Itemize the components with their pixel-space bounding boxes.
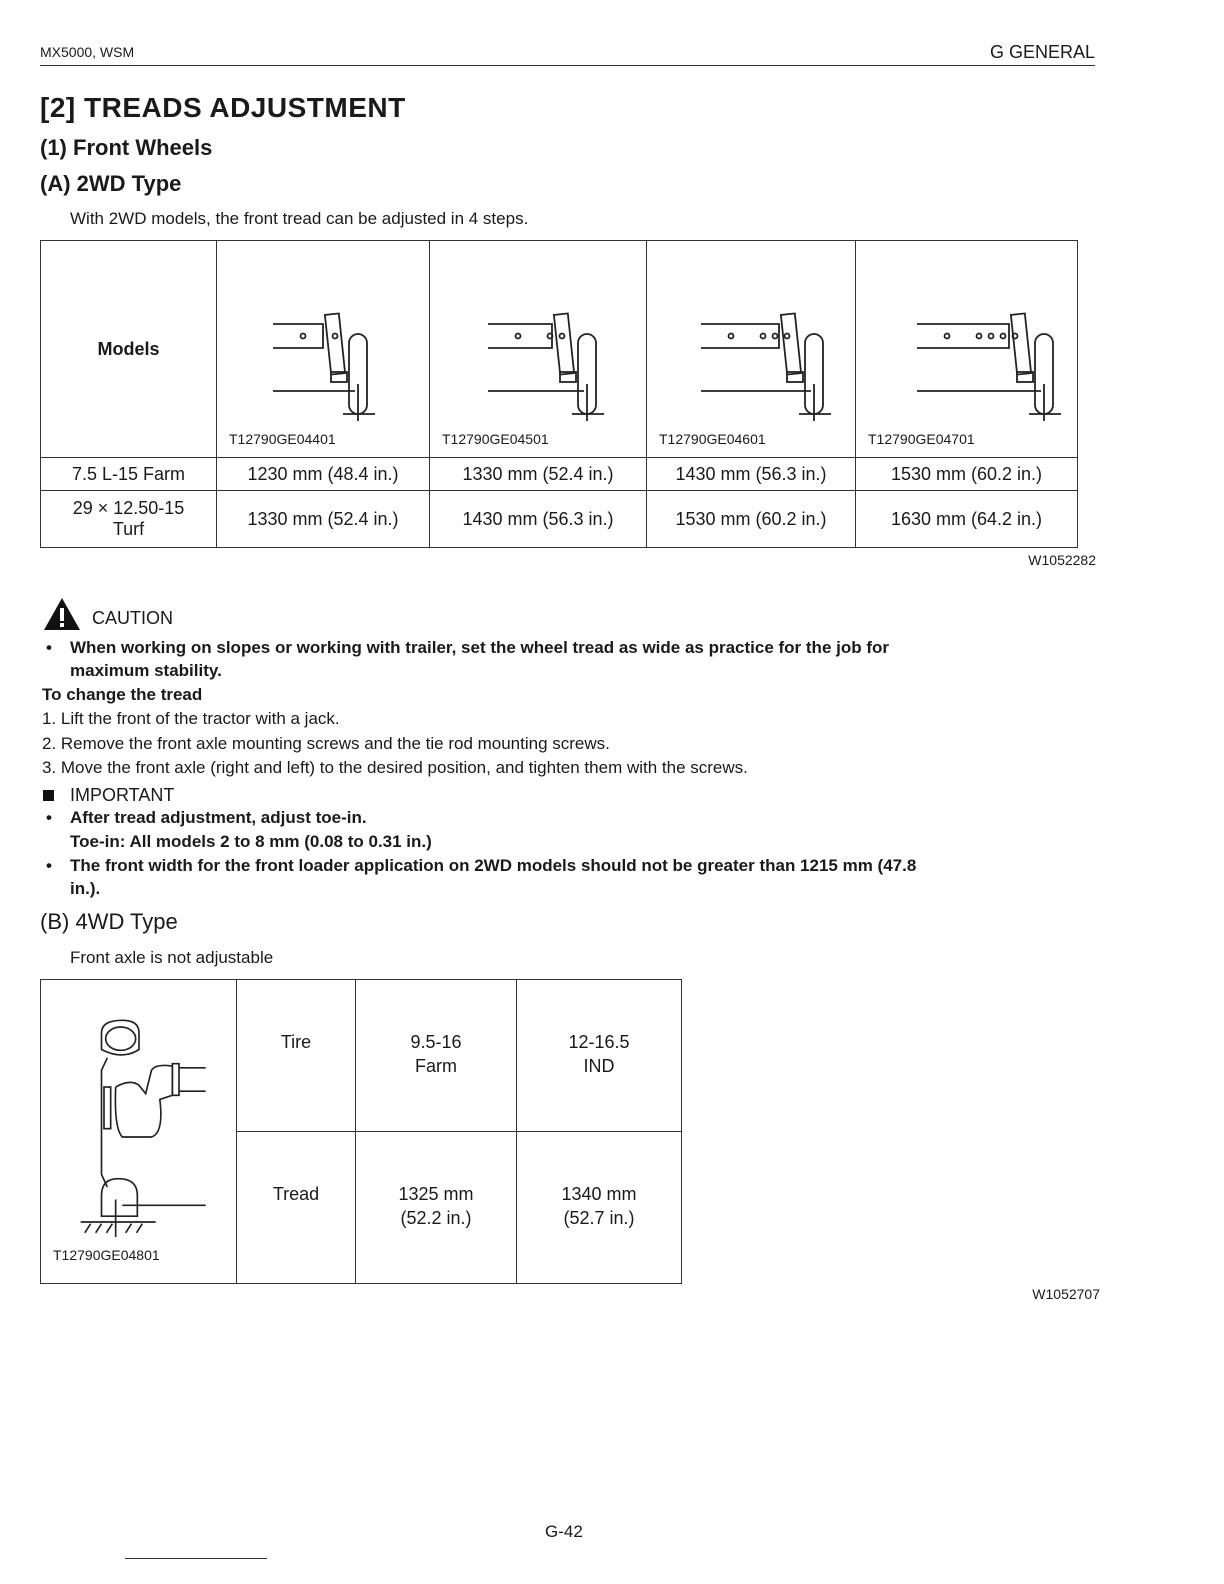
2wd-wheel-diagram [223, 286, 423, 426]
figure-cell [41, 980, 237, 1284]
tread-label: Tread [237, 1132, 356, 1284]
tread-value: 1530 mm (60.2 in.) [856, 458, 1078, 491]
tread-value: 1330 mm (52.4 in.) [430, 458, 647, 491]
warning-triangle-icon [42, 596, 82, 632]
heading-4wd: (B) 4WD Type [40, 909, 178, 934]
important-text: • After tread adjustment, adjust toe-in. [70, 808, 367, 828]
tread-cell [517, 1132, 682, 1284]
page-number: G-42 [545, 1522, 583, 1541]
tire-size: 9.5-16 [410, 1032, 462, 1052]
square-bullet-icon [43, 790, 54, 801]
step: 3. Move the front axle (right and left) to the desired position, and tighten them with the screws. [42, 758, 748, 777]
tire-type: Farm [415, 1056, 457, 1076]
2wd-wheel-diagram [438, 286, 638, 426]
section-header: G GENERAL [989, 42, 1095, 62]
tread-in: (52.7 in.) [563, 1208, 635, 1228]
page-title: [2] TREADS ADJUSTMENT [40, 92, 406, 123]
doc-id: MX5000, WSM [40, 44, 135, 60]
tread-value: 1430 mm (56.3 in.) [647, 458, 856, 491]
2wd-wheel-diagram [651, 286, 851, 426]
ref-code: W1052282 [1028, 552, 1096, 568]
tire-cell [356, 980, 517, 1132]
tire-size: 29 × 12.50-15 [72, 498, 185, 518]
table-row [41, 491, 1078, 548]
figure-cell [856, 241, 1078, 458]
tire-cell [517, 980, 682, 1132]
important-text-cont: in.). [70, 879, 101, 898]
tread-table-4wd [40, 979, 682, 1284]
figure-code: T12790GE04801 [53, 1247, 160, 1263]
caution-text-cont: maximum stability. [70, 661, 222, 680]
heading-front-wheels: (1) Front Wheels [40, 135, 213, 160]
footer-rule [125, 1558, 267, 1559]
tread-value: 1530 mm (60.2 in.) [647, 491, 856, 548]
procedure-heading: To change the tread [42, 685, 203, 704]
2wd-wheel-diagram [867, 286, 1067, 426]
tire-label: Tire [237, 980, 356, 1132]
header-rule [40, 65, 1095, 66]
step: 1. Lift the front of the tractor with a jack. [42, 709, 340, 728]
intro-2wd: With 2WD models, the front tread can be adjusted in 4 steps. [70, 209, 529, 228]
4wd-wheel-diagram [44, 987, 234, 1237]
tread-value: 1330 mm (52.4 in.) [217, 491, 430, 548]
figure-code: T12790GE04601 [659, 431, 766, 447]
intro-4wd: Front axle is not adjustable [70, 948, 274, 967]
tread-cell [356, 1132, 517, 1284]
models-label: Models [41, 241, 217, 458]
tread-value: 1630 mm (64.2 in.) [856, 491, 1078, 548]
caution-label: CAUTION [92, 608, 173, 628]
important-label: IMPORTANT [70, 785, 175, 805]
tread-value: 1230 mm (48.4 in.) [217, 458, 430, 491]
figure-code: T12790GE04701 [868, 431, 975, 447]
figure-code: T12790GE04401 [229, 431, 336, 447]
tire-type: IND [583, 1056, 615, 1076]
tread-mm: 1340 mm [561, 1184, 637, 1204]
tire-model: 7.5 L-15 Farm [41, 458, 217, 491]
caution-text: • When working on slopes or working with trailer, set the wheel tread as wide as practice for the job for [70, 638, 889, 658]
tire-type: Turf [112, 519, 145, 539]
figure-cell [217, 241, 430, 458]
step: 2. Remove the front axle mounting screws and the tie rod mounting screws. [42, 734, 610, 753]
tread-in: (52.2 in.) [400, 1208, 472, 1228]
heading-2wd: (A) 2WD Type [40, 171, 182, 196]
table-row [41, 458, 1078, 491]
figure-code: T12790GE04501 [442, 431, 549, 447]
figure-cell [647, 241, 856, 458]
figure-cell [430, 241, 647, 458]
important-text: • The front width for the front loader application on 2WD models should not be greater than 1215 mm (47.8 [70, 856, 916, 876]
toe-in-spec: Toe-in: All models 2 to 8 mm (0.08 to 0.31 in.) [70, 832, 432, 851]
ref-code: W1052707 [1032, 1286, 1100, 1302]
tire-model [41, 491, 217, 548]
tread-table-2wd [40, 240, 1078, 548]
tread-mm: 1325 mm [398, 1184, 474, 1204]
tread-value: 1430 mm (56.3 in.) [430, 491, 647, 548]
tire-size: 12-16.5 [568, 1032, 630, 1052]
